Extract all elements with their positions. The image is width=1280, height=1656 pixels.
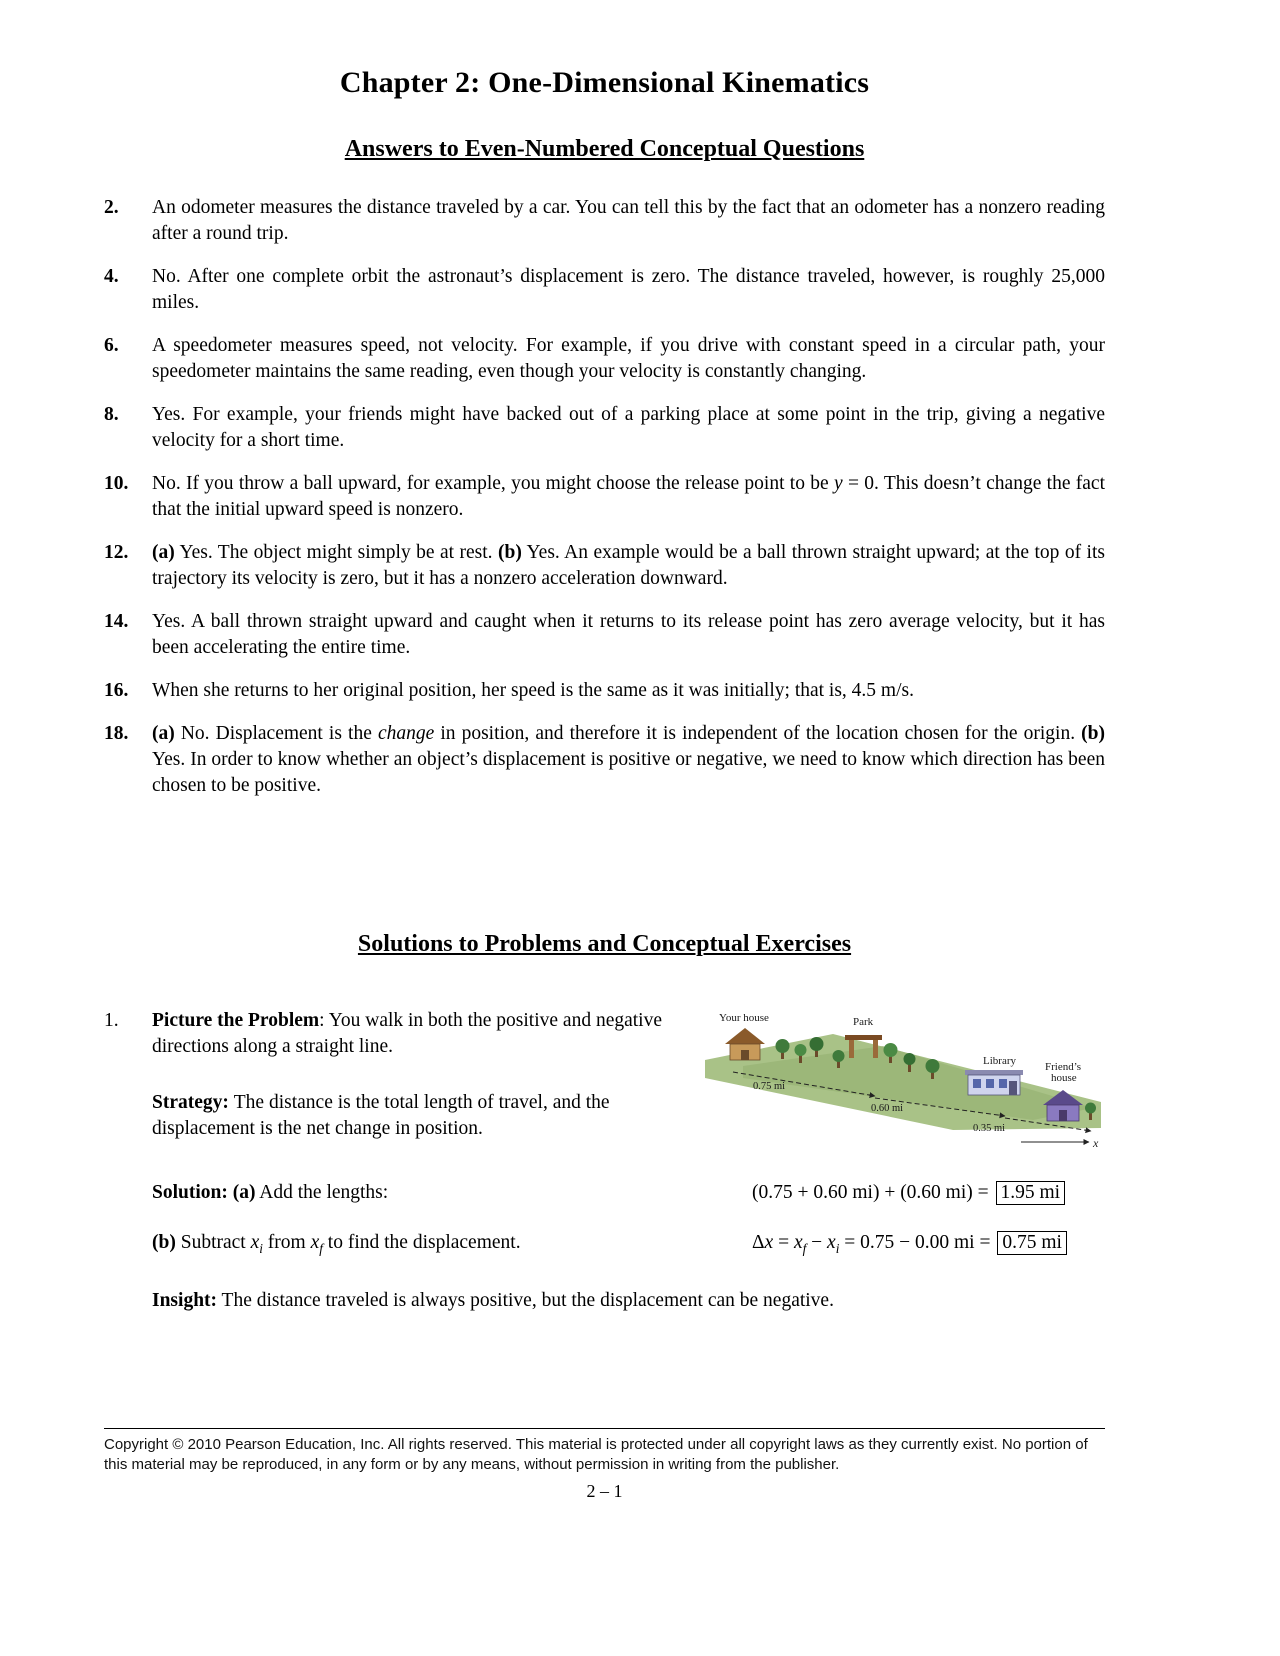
question-text: (a) No. Displacement is the change in position, and therefore it is independent of the location chosen for the origin. (b) Yes. In order to know whether an object’s displacement is positive or negative, we need to know which direction has been chosen to be positive. (152, 723, 1105, 796)
question-number: 6. (104, 335, 119, 356)
question-item (104, 402, 1105, 454)
picture-the-problem-text: Picture the Problem: You walk in both the positive and negative directions along a straight line. (152, 1010, 662, 1057)
question-text: Yes. For example, your friends might have backed out of a parking place at some point in the trip, giving a negative velocity for a short time. (152, 404, 1105, 451)
question-number: 18. (104, 723, 129, 744)
footer-divider (104, 1428, 1105, 1429)
solution-b-label: (b) Subtract $x_i$ from $x_f$ to find the displacement. (152, 1232, 521, 1256)
problem1-figure (703, 1008, 1103, 1154)
question-number: 4. (104, 266, 119, 287)
question-text: An odometer measures the distance traveled by a car. You can tell this by the fact that an odometer has a nonzero reading after a round trip. (152, 197, 1105, 244)
question-number: 2. (104, 197, 119, 218)
section-heading-solutions: Solutions to Problems and Conceptual Exercises (357, 931, 852, 957)
question-item (104, 264, 1105, 316)
solution-b-equation: $\Delta x = x_f - x_i = 0.75 - 0.00$ mi = 0.75 mi (752, 1230, 1067, 1262)
page-content (104, 0, 1105, 1314)
question-text: Yes. A ball thrown straight upward and caught when it returns to its release point has zero average velocity, but it has been accelerating the entire time. (152, 611, 1105, 658)
chapter-title: Chapter 2: One-Dimensional Kinematics (339, 66, 870, 99)
label-friends-house-line1: Friend’s (1045, 1061, 1082, 1073)
label-your-house: Your house (719, 1012, 769, 1024)
label-distance-075: 0.75 mi (753, 1081, 786, 1092)
page-number: 2 – 1 (586, 1481, 623, 1501)
question-number: 8. (104, 404, 119, 425)
label-friends-house-line2: house (1051, 1072, 1077, 1084)
questions-list (104, 195, 1105, 799)
solution-a-label: Solution: (a) Add the lengths: (152, 1182, 389, 1203)
section-heading-conceptual-questions: Answers to Even-Numbered Conceptual Questions (344, 136, 865, 162)
insight-text: Insight: The distance traveled is always positive, but the displacement can be negative. (152, 1289, 834, 1311)
question-number: 12. (104, 542, 129, 563)
strategy-text: Strategy: The distance is the total length of travel, and the displacement is the net change in position. (152, 1092, 610, 1139)
question-item (104, 471, 1105, 523)
problem-number: 1. (104, 1010, 119, 1031)
question-number: 14. (104, 611, 129, 632)
walk-route-illustration (703, 1008, 1103, 1154)
question-item (104, 195, 1105, 247)
question-text: No. If you throw a ball upward, for example, you might choose the release point to be y = 0. This doesn’t change the fact that the initial upward speed is nonzero. (152, 473, 1106, 520)
question-text: (a) Yes. The object might simply be at rest. (b) Yes. An example would be a ball thrown straight upward; at the top of its trajectory its velocity is zero, but it has a nonzero acceleration downward. (152, 542, 1105, 589)
label-distance-035: 0.35 mi (973, 1123, 1006, 1134)
solution-a-equation: (0.75 + 0.60 mi) + (0.60 mi) = 1.95 mi (752, 1180, 1065, 1206)
label-park: Park (853, 1016, 874, 1028)
your-house-icon (725, 1028, 765, 1060)
question-text: A speedometer measures speed, not velocity. For example, if you drive with constant speed in a circular path, your speedometer maintains the same reading, even though your velocity is constantly changing. (152, 335, 1105, 382)
library-icon (965, 1070, 1023, 1095)
question-item (104, 333, 1105, 385)
question-text: When she returns to her original position, her speed is the same as it was initially; that is, 4.5 m/s. (152, 680, 914, 701)
question-item (104, 609, 1105, 661)
question-text: No. After one complete orbit the astronaut’s displacement is zero. The distance traveled, however, is roughly 25,000 miles. (152, 266, 1105, 313)
problem-1 (104, 1008, 1105, 1314)
question-number: 16. (104, 680, 129, 701)
solution-a-row (152, 1180, 1105, 1206)
page-footer (104, 1428, 1105, 1502)
question-number: 10. (104, 473, 129, 494)
question-item (104, 540, 1105, 592)
copyright-text: Copyright © 2010 Pearson Education, Inc. All rights reserved. This material is protected under all copyright laws as they currently exist. No portion of this material may be reproduced, in any form or by any means, without permission in writing from the publisher. (104, 1436, 1088, 1473)
label-x-axis: x (1093, 1136, 1099, 1150)
label-distance-060: 0.60 mi (871, 1103, 904, 1114)
question-item (104, 678, 1105, 704)
solution-b-row (152, 1230, 1105, 1262)
label-library: Library (983, 1055, 1016, 1067)
question-item (104, 721, 1105, 799)
